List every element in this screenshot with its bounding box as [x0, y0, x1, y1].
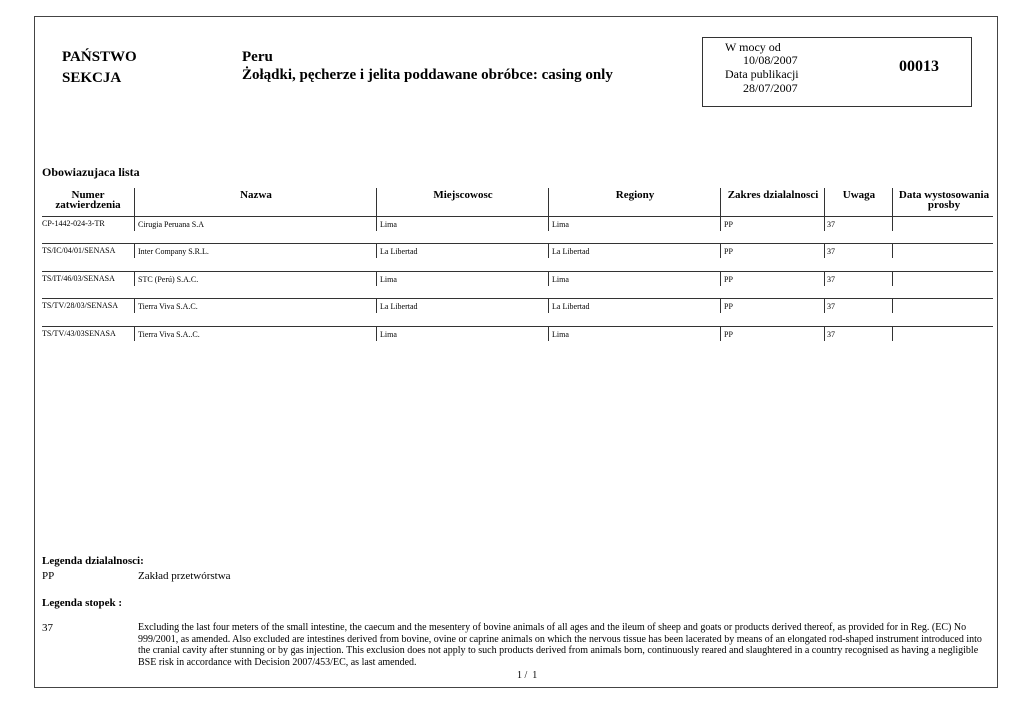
header-separator — [548, 188, 549, 216]
cell-separator — [376, 243, 377, 258]
cell-number: CP-1442-024-3-TR — [42, 219, 105, 228]
validity-box — [702, 37, 972, 107]
cell-activity: PP — [724, 220, 733, 229]
row-rule — [42, 326, 993, 327]
row-rule — [42, 243, 993, 244]
cell-separator — [548, 243, 549, 258]
cell-separator — [720, 298, 721, 313]
legend-activity-description: Zakład przetwórstwa — [138, 570, 231, 582]
valid-from-label: W mocy od — [725, 40, 781, 54]
cell-number: TS/TV/43/03SENASA — [42, 329, 116, 338]
col-header-name: Nazwa — [240, 189, 272, 201]
legend-activity-code: PP — [42, 570, 55, 582]
cell-separator — [548, 271, 549, 286]
cell-separator — [824, 271, 825, 286]
document-number: 00013 — [899, 58, 939, 75]
header-separator — [824, 188, 825, 216]
col-header-remark: Uwaga — [842, 189, 876, 201]
cell-city: Lima — [380, 275, 397, 284]
cell-separator — [892, 271, 893, 286]
section-label: SEKCJA — [62, 70, 122, 86]
cell-city: La Libertad — [380, 302, 418, 311]
cell-separator — [548, 216, 549, 231]
cell-remark: 37 — [827, 302, 835, 311]
cell-region: La Libertad — [552, 247, 590, 256]
cell-activity: PP — [724, 330, 733, 339]
cell-separator — [720, 326, 721, 341]
published-date: 28/07/2007 — [743, 81, 798, 95]
col-header-date — [894, 190, 994, 210]
header-separator — [134, 188, 135, 216]
cell-separator — [720, 216, 721, 231]
col-header-number-line1: Numer — [71, 189, 105, 201]
page-frame — [34, 16, 998, 688]
cell-separator — [824, 243, 825, 258]
col-header-region: Regiony — [615, 189, 655, 201]
cell-separator — [548, 326, 549, 341]
valid-from-date: 10/08/2007 — [743, 53, 798, 67]
cell-separator — [892, 243, 893, 258]
cell-name: STC (Perú) S.A.C. — [138, 275, 199, 284]
cell-separator — [376, 216, 377, 231]
cell-region: Lima — [552, 330, 569, 339]
page-indicator — [517, 670, 537, 681]
col-header-activity: Zakres dzialalnosci — [727, 189, 819, 201]
col-header-city: Miejscowosc — [433, 189, 493, 201]
cell-separator — [892, 298, 893, 313]
cell-separator — [134, 271, 135, 286]
page-separator: / — [524, 670, 528, 681]
cell-name: Tierra Viva S.A.C. — [138, 302, 198, 311]
page-total: 1 — [532, 670, 538, 681]
cell-number: TS/IT/46/03/SENASA — [42, 274, 115, 283]
cell-remark: 37 — [827, 247, 835, 256]
cell-separator — [376, 271, 377, 286]
col-header-date-line2: prosby — [927, 199, 961, 211]
header-separator — [376, 188, 377, 216]
cell-region: Lima — [552, 220, 569, 229]
cell-separator — [892, 326, 893, 341]
row-rule — [42, 216, 993, 217]
cell-activity: PP — [724, 247, 733, 256]
legend-footnotes-title: Legenda stopek : — [42, 597, 123, 609]
header-separator — [892, 188, 893, 216]
cell-separator — [824, 326, 825, 341]
cell-city: Lima — [380, 220, 397, 229]
cell-number: TS/TV/28/03/SENASA — [42, 301, 119, 310]
footnote-text: Excluding the last four meters of the small intestine, the caecum and the mesentery of bovine animals of all ages and the ileum of sheep and goats or products derived thereof, as provided for in Reg. (EC) No 999/2001, as amended. Also excluded are intestines derived from bovine, ovine or caprine animals on which the nervous tissue has been lacerated by means of an elongated rod-shaped instrument introduced into the cranial cavity after stunning or by gas injection. This exclusion does not apply to such products derived from animals born, continuously reared and slaughtered in a country recognised as having a negligible BSE risk in accordance with Decision 2007/453/EC, as last amended. — [138, 622, 982, 668]
col-header-date-line1: Data wystosowania — [898, 189, 990, 201]
cell-separator — [892, 216, 893, 231]
cell-remark: 37 — [827, 220, 835, 229]
cell-separator — [720, 243, 721, 258]
header-separator — [720, 188, 721, 216]
cell-city: La Libertad — [380, 247, 418, 256]
cell-name: Cirugia Peruana S.A — [138, 220, 204, 229]
cell-name: Tierra Viva S.A..C. — [138, 330, 200, 339]
page-current: 1 — [517, 670, 522, 681]
cell-city: Lima — [380, 330, 397, 339]
cell-region: Lima — [552, 275, 569, 284]
cell-separator — [824, 216, 825, 231]
cell-remark: 37 — [827, 330, 835, 339]
cell-remark: 37 — [827, 275, 835, 284]
cell-separator — [134, 298, 135, 313]
cell-name: Inter Company S.R.L. — [138, 247, 209, 256]
cell-separator — [824, 298, 825, 313]
published-label: Data publikacji — [725, 67, 799, 81]
cell-separator — [376, 326, 377, 341]
cell-separator — [548, 298, 549, 313]
list-title: Obowiazujaca lista — [42, 165, 140, 179]
cell-activity: PP — [724, 275, 733, 284]
cell-region: La Libertad — [552, 302, 590, 311]
footnote-code: 37 — [42, 622, 53, 634]
row-rule — [42, 298, 993, 299]
row-rule — [42, 271, 993, 272]
section-value: Żołądki, pęcherze i jelita poddawane obróbce: casing only — [242, 67, 613, 83]
col-header-number — [42, 190, 134, 210]
cell-separator — [134, 216, 135, 231]
legend-activity-title: Legenda dzialalnosci: — [42, 555, 144, 567]
cell-separator — [134, 243, 135, 258]
cell-separator — [134, 326, 135, 341]
country-label: PAŃSTWO — [62, 49, 137, 65]
cell-number: TS/IC/04/01/SENASA — [42, 246, 116, 255]
cell-activity: PP — [724, 302, 733, 311]
col-header-number-line2: zatwierdzenia — [55, 199, 121, 211]
cell-separator — [720, 271, 721, 286]
cell-separator — [376, 298, 377, 313]
country-value: Peru — [242, 49, 273, 65]
